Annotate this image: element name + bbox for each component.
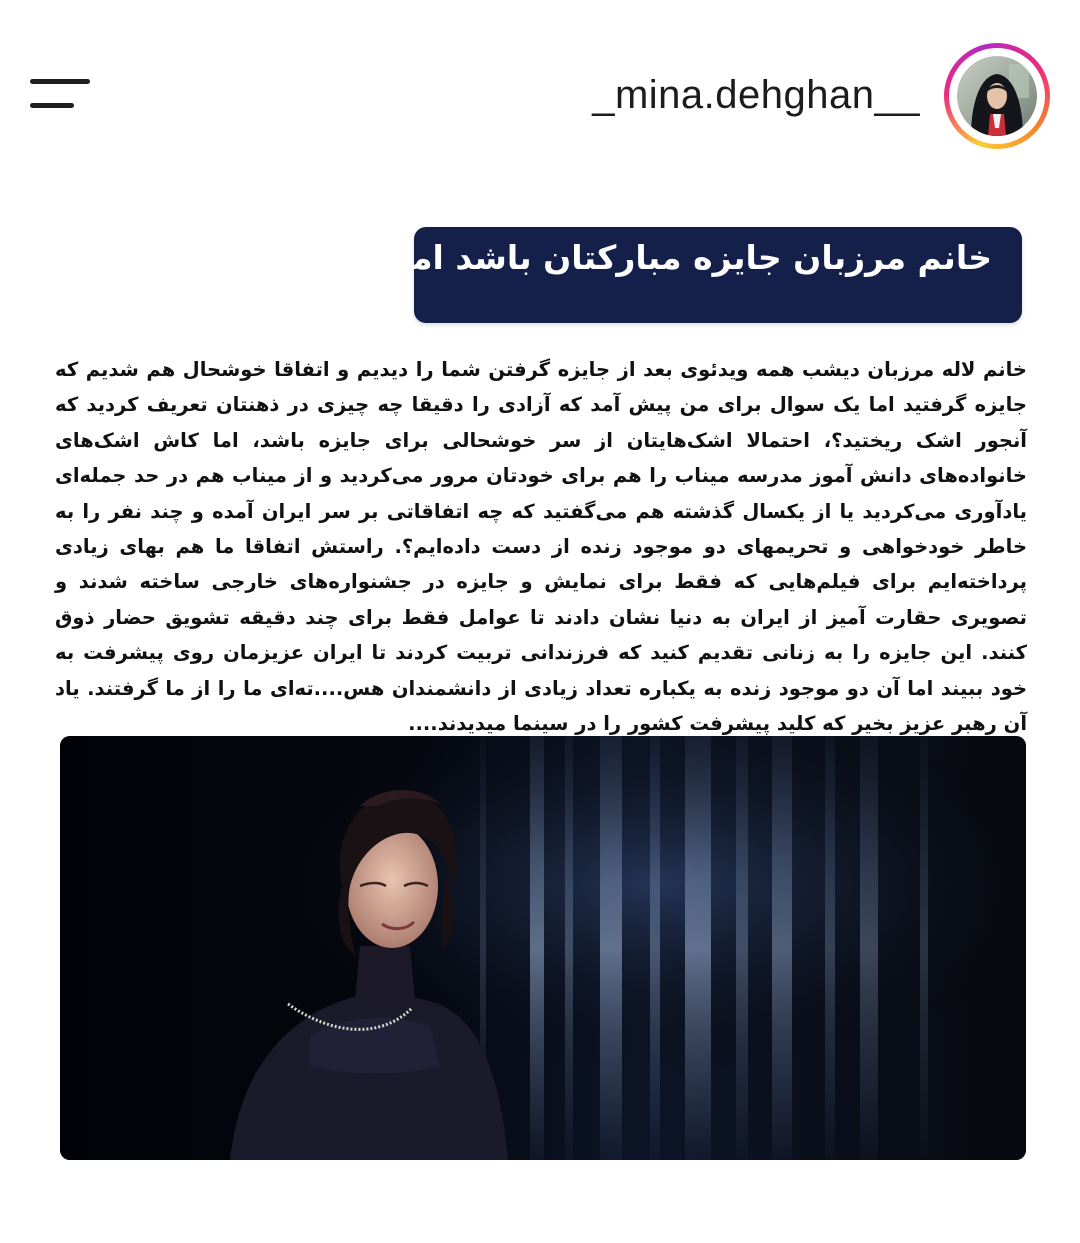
menu-icon-bar-bottom xyxy=(30,103,74,108)
menu-icon-bar-top xyxy=(30,79,90,84)
avatar-image xyxy=(957,56,1037,136)
avatar xyxy=(957,56,1037,136)
actress-photo xyxy=(60,736,1026,1160)
post-photo[interactable] xyxy=(60,736,1026,1160)
profile-username[interactable]: _mina.dehghan__ xyxy=(592,73,920,117)
post-body-text: خانم لاله مرزبان دیشب همه ویدئوی بعد از جایزه گرفتن شما را دیدیم و اتفاقا خوشحال هم شدیم که جایزه گرفتید اما یک سوال برای من پیش آمد که آزادی را دقیقا چه چیزی در ذهنتان تعریف کردید که آنجور اشک ریختید؟، احتمالا اشک‌هایتان از سر خوشحالی برای جایزه باشد، اما کاش اشک‌های خانواده‌های دانش آموز مدرسه میناب را هم برای خودتان مرور می‌کردید و از میناب هم در حد جمله‌ای یادآوری می‌کردید یا از یکسال گذشته هم می‌گفتید که چه اتفاقاتی بر سر ایران آمده و چند نفر را به خاطر خودخواهی و تحریمهای دو موجود زنده از دست داده‌ایم؟. راستش اتفاقا ما هم بهای زیادی پرداخته‌ایم برای فیلم‌هایی که فقط برای نمایش و جایزه در جشنواره‌های خارجی ساخته شدند و تصویری حقارت آمیز از ایران به دنیا نشان دادند تا عوامل فقط برای چند دقیقه تشویق حضار ذوق کنند. این جایزه را به زنانی تقدیم کنید که فرزندانی تربیت کردند تا ایران عزیزمان روی پیشرفت به خود ببیند اما آن دو موجود زنده به یکباره تعداد زیادی از دانشمندان هس....ته‌ای ما را از ما گرفتند. یاد آن رهبر عزیز بخیر که کلید پیشرفت کشور را در سینما میدیدند.... xyxy=(55,358,1027,736)
story-ring[interactable] xyxy=(944,43,1050,149)
avatar-border xyxy=(949,48,1045,144)
post-title: خانم مرزبان جایزه مبارکتان باشد اما.... xyxy=(349,238,992,277)
menu-icon[interactable] xyxy=(30,76,92,112)
post-title-card xyxy=(349,227,1022,323)
